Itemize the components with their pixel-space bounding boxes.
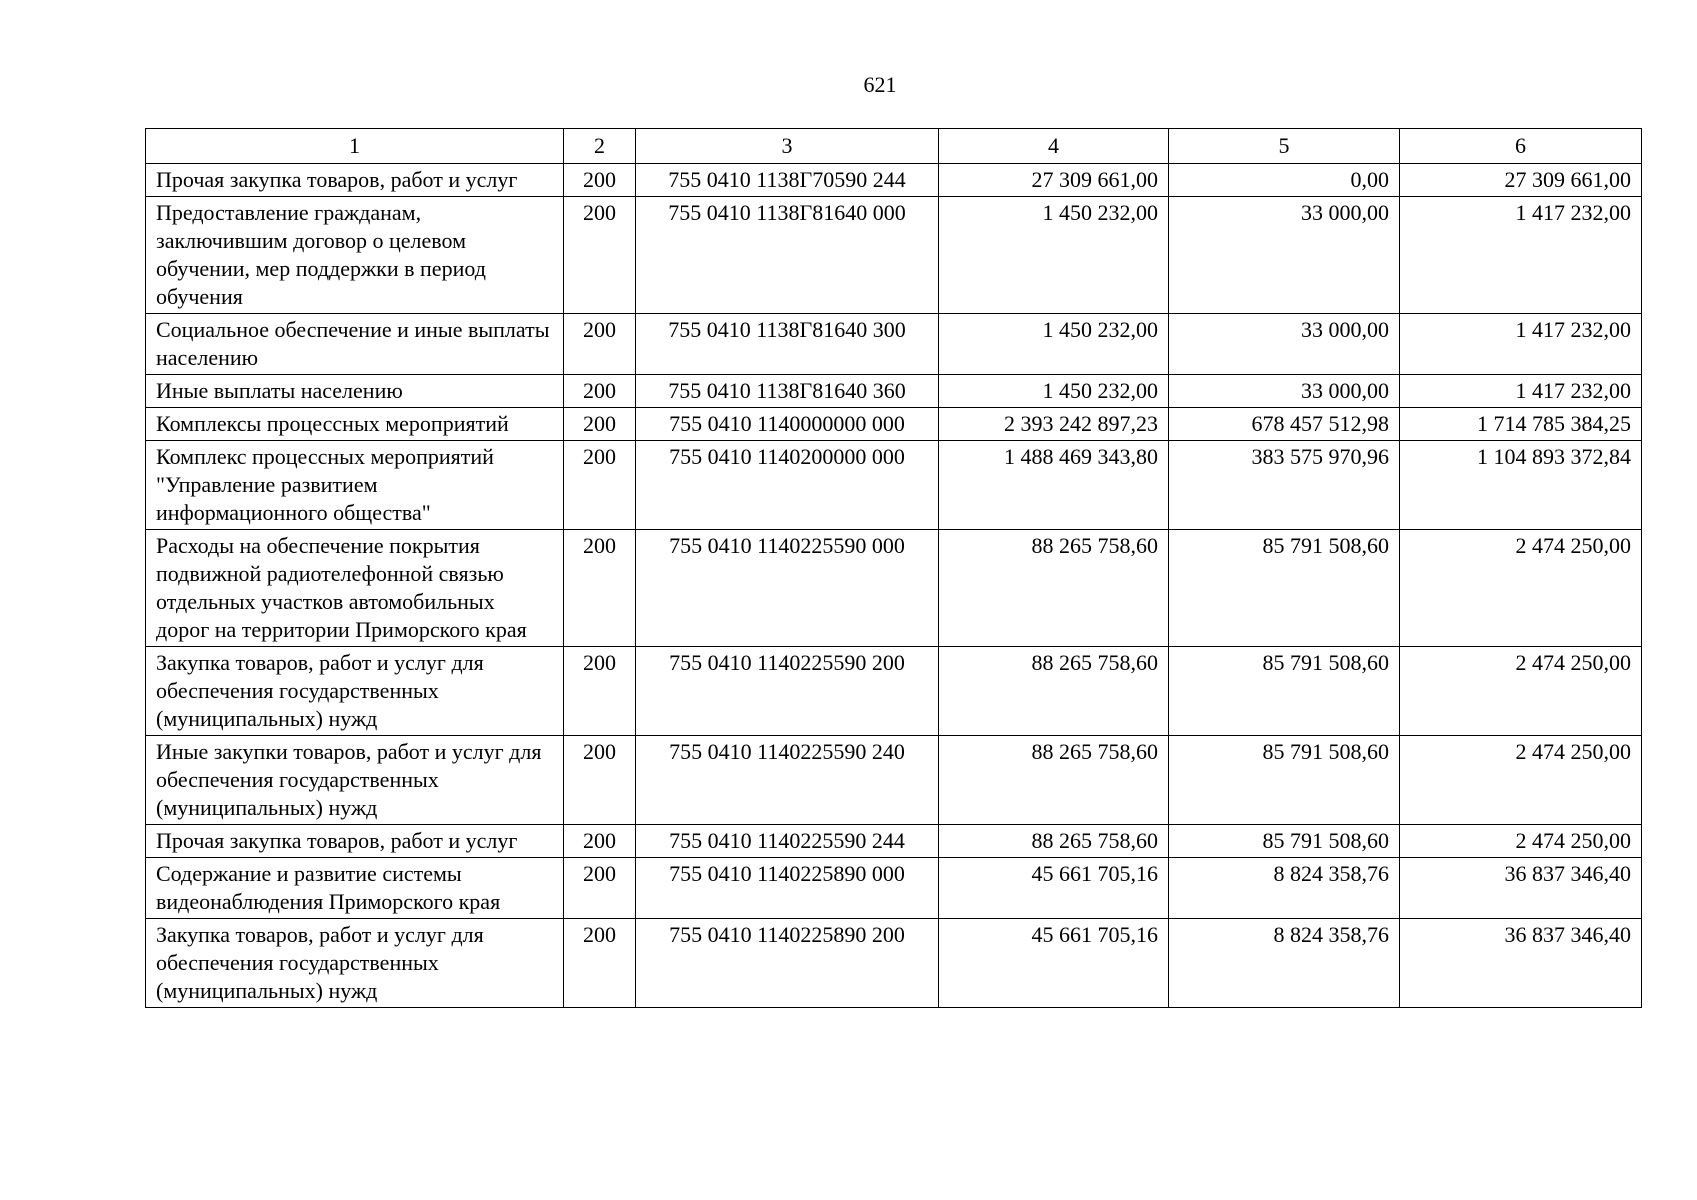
table-row <box>146 736 1642 825</box>
amount-col4-cell: 88 265 758,60 <box>939 530 1169 647</box>
table-row <box>146 164 1642 197</box>
amount-col5-cell: 8 824 358,76 <box>1169 919 1400 1008</box>
expense-name-cell: Содержание и развитие системы видеонаблюдения Приморского края <box>146 858 564 919</box>
section-code-cell: 200 <box>564 858 636 919</box>
expense-name-cell: Комплекс процессных мероприятий "Управление развитием информационного общества" <box>146 441 564 530</box>
section-code-cell: 200 <box>564 314 636 375</box>
table-row <box>146 647 1642 736</box>
table-row <box>146 375 1642 408</box>
amount-col4-cell: 45 661 705,16 <box>939 919 1169 1008</box>
expense-name-cell: Прочая закупка товаров, работ и услуг <box>146 164 564 197</box>
column-header: 3 <box>636 129 939 164</box>
table-row <box>146 919 1642 1008</box>
section-code-cell: 200 <box>564 408 636 441</box>
expense-name-cell: Социальное обеспечение и иные выплаты населению <box>146 314 564 375</box>
amount-col4-cell: 1 450 232,00 <box>939 197 1169 314</box>
amount-col6-cell: 2 474 250,00 <box>1400 825 1642 858</box>
section-code-cell: 200 <box>564 197 636 314</box>
amount-col6-cell: 1 104 893 372,84 <box>1400 441 1642 530</box>
table-header <box>146 129 1642 164</box>
column-header: 4 <box>939 129 1169 164</box>
amount-col5-cell: 33 000,00 <box>1169 375 1400 408</box>
section-code-cell: 200 <box>564 375 636 408</box>
expense-name-cell: Предоставление гражданам, заключившим договор о целевом обучении, мер поддержки в период обучения <box>146 197 564 314</box>
amount-col6-cell: 36 837 346,40 <box>1400 858 1642 919</box>
section-code-cell: 200 <box>564 164 636 197</box>
section-code-cell: 200 <box>564 919 636 1008</box>
amount-col4-cell: 88 265 758,60 <box>939 825 1169 858</box>
table-row <box>146 858 1642 919</box>
amount-col4-cell: 1 450 232,00 <box>939 314 1169 375</box>
budget-code-cell: 755 0410 1140225890 000 <box>636 858 939 919</box>
table-body <box>146 164 1642 1008</box>
amount-col5-cell: 85 791 508,60 <box>1169 736 1400 825</box>
amount-col6-cell: 2 474 250,00 <box>1400 647 1642 736</box>
amount-col4-cell: 88 265 758,60 <box>939 647 1169 736</box>
budget-code-cell: 755 0410 1140200000 000 <box>636 441 939 530</box>
amount-col6-cell: 36 837 346,40 <box>1400 919 1642 1008</box>
column-header: 1 <box>146 129 564 164</box>
amount-col5-cell: 85 791 508,60 <box>1169 647 1400 736</box>
budget-code-cell: 755 0410 1140225890 200 <box>636 919 939 1008</box>
table-row <box>146 197 1642 314</box>
column-header: 5 <box>1169 129 1400 164</box>
budget-table <box>145 128 1642 1008</box>
header-row <box>146 129 1642 164</box>
amount-col5-cell: 33 000,00 <box>1169 197 1400 314</box>
expense-name-cell: Прочая закупка товаров, работ и услуг <box>146 825 564 858</box>
amount-col6-cell: 1 417 232,00 <box>1400 314 1642 375</box>
table-row <box>146 530 1642 647</box>
expense-name-cell: Иные выплаты населению <box>146 375 564 408</box>
table-row <box>146 441 1642 530</box>
expense-name-cell: Расходы на обеспечение покрытия подвижной радиотелефонной связью отдельных участков автомобильных дорог на территории Приморского края <box>146 530 564 647</box>
amount-col6-cell: 1 417 232,00 <box>1400 197 1642 314</box>
amount-col4-cell: 27 309 661,00 <box>939 164 1169 197</box>
expense-name-cell: Закупка товаров, работ и услуг для обеспечения государственных (муниципальных) нужд <box>146 919 564 1008</box>
section-code-cell: 200 <box>564 825 636 858</box>
amount-col6-cell: 1 714 785 384,25 <box>1400 408 1642 441</box>
amount-col4-cell: 88 265 758,60 <box>939 736 1169 825</box>
amount-col5-cell: 383 575 970,96 <box>1169 441 1400 530</box>
amount-col6-cell: 2 474 250,00 <box>1400 530 1642 647</box>
budget-code-cell: 755 0410 1138Г70590 244 <box>636 164 939 197</box>
budget-code-cell: 755 0410 1138Г81640 300 <box>636 314 939 375</box>
amount-col6-cell: 1 417 232,00 <box>1400 375 1642 408</box>
amount-col5-cell: 678 457 512,98 <box>1169 408 1400 441</box>
amount-col5-cell: 0,00 <box>1169 164 1400 197</box>
amount-col6-cell: 27 309 661,00 <box>1400 164 1642 197</box>
page-number: 621 <box>863 72 897 97</box>
amount-col5-cell: 8 824 358,76 <box>1169 858 1400 919</box>
budget-code-cell: 755 0410 1140225590 200 <box>636 647 939 736</box>
budget-code-cell: 755 0410 1138Г81640 000 <box>636 197 939 314</box>
table-row <box>146 825 1642 858</box>
budget-code-cell: 755 0410 1140225590 000 <box>636 530 939 647</box>
amount-col5-cell: 85 791 508,60 <box>1169 825 1400 858</box>
column-header: 2 <box>564 129 636 164</box>
amount-col4-cell: 1 450 232,00 <box>939 375 1169 408</box>
section-code-cell: 200 <box>564 530 636 647</box>
amount-col4-cell: 2 393 242 897,23 <box>939 408 1169 441</box>
amount-col6-cell: 2 474 250,00 <box>1400 736 1642 825</box>
amount-col5-cell: 33 000,00 <box>1169 314 1400 375</box>
section-code-cell: 200 <box>564 441 636 530</box>
section-code-cell: 200 <box>564 647 636 736</box>
budget-code-cell: 755 0410 1140225590 244 <box>636 825 939 858</box>
expense-name-cell: Закупка товаров, работ и услуг для обеспечения государственных (муниципальных) нужд <box>146 647 564 736</box>
amount-col4-cell: 45 661 705,16 <box>939 858 1169 919</box>
budget-code-cell: 755 0410 1140225590 240 <box>636 736 939 825</box>
amount-col5-cell: 85 791 508,60 <box>1169 530 1400 647</box>
budget-code-cell: 755 0410 1138Г81640 360 <box>636 375 939 408</box>
budget-code-cell: 755 0410 1140000000 000 <box>636 408 939 441</box>
expense-name-cell: Комплексы процессных мероприятий <box>146 408 564 441</box>
expense-name-cell: Иные закупки товаров, работ и услуг для обеспечения государственных (муниципальных) нужд <box>146 736 564 825</box>
table-row <box>146 408 1642 441</box>
column-header: 6 <box>1400 129 1642 164</box>
section-code-cell: 200 <box>564 736 636 825</box>
table-row <box>146 314 1642 375</box>
amount-col4-cell: 1 488 469 343,80 <box>939 441 1169 530</box>
